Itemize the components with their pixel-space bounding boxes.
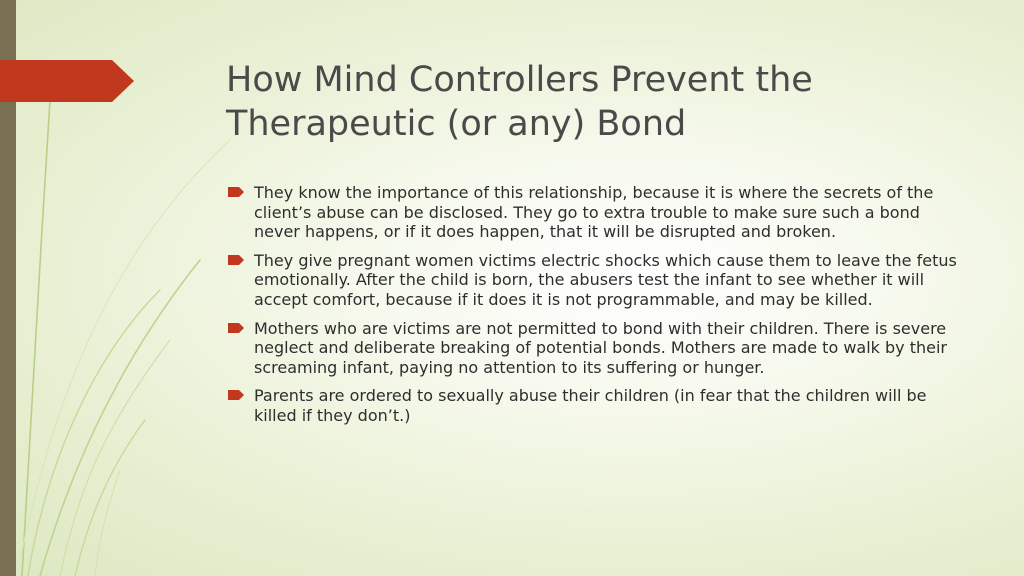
stem-line — [95, 470, 120, 576]
stem-line — [60, 340, 170, 576]
bullet-text: They give pregnant women victims electric shocks which cause them to leave the fetus emotionally. After the child is born, the abusers test the infant to see whether it will accept comfort, because if it does it is not programmable, and may be killed. — [254, 250, 957, 309]
bullet-item — [226, 319, 966, 378]
bullet-text: They know the importance of this relationship, because it is where the secrets of the client’s abuse can be disclosed. They go to extra trouble to make sure such a bond never happens, or if it does happen, that it will be disrupted and broken. — [254, 183, 934, 242]
arrow-banner-shape — [0, 60, 134, 102]
bullet-text: Parents are ordered to sexually abuse their children (in fear that the children will be killed if they don’t.) — [254, 386, 927, 425]
stem-line — [40, 260, 200, 576]
stem-line — [20, 140, 230, 560]
stem-line — [75, 420, 145, 576]
bullet-list — [226, 183, 966, 435]
bullet-item — [226, 386, 966, 425]
bullet-text: Mothers who are victims are not permitted to bond with their children. There is severe neglect and deliberate breaking of potential bonds. Mothers are made to walk by their screaming infant, paying no attention to its suffering or hunger. — [254, 318, 948, 377]
arrow-banner-icon — [0, 60, 134, 102]
arrow-bullet-icon — [228, 323, 244, 333]
arrow-bullet-icon — [228, 255, 244, 265]
stem-line — [28, 290, 160, 576]
bullet-item — [226, 183, 966, 242]
stem-line — [22, 100, 50, 576]
arrow-bullet-icon — [228, 187, 244, 197]
slide-title: How Mind Controllers Prevent the Therapeutic (or any) Bond — [226, 60, 813, 144]
arrow-bullet-icon — [228, 390, 244, 400]
bullet-item — [226, 251, 966, 310]
